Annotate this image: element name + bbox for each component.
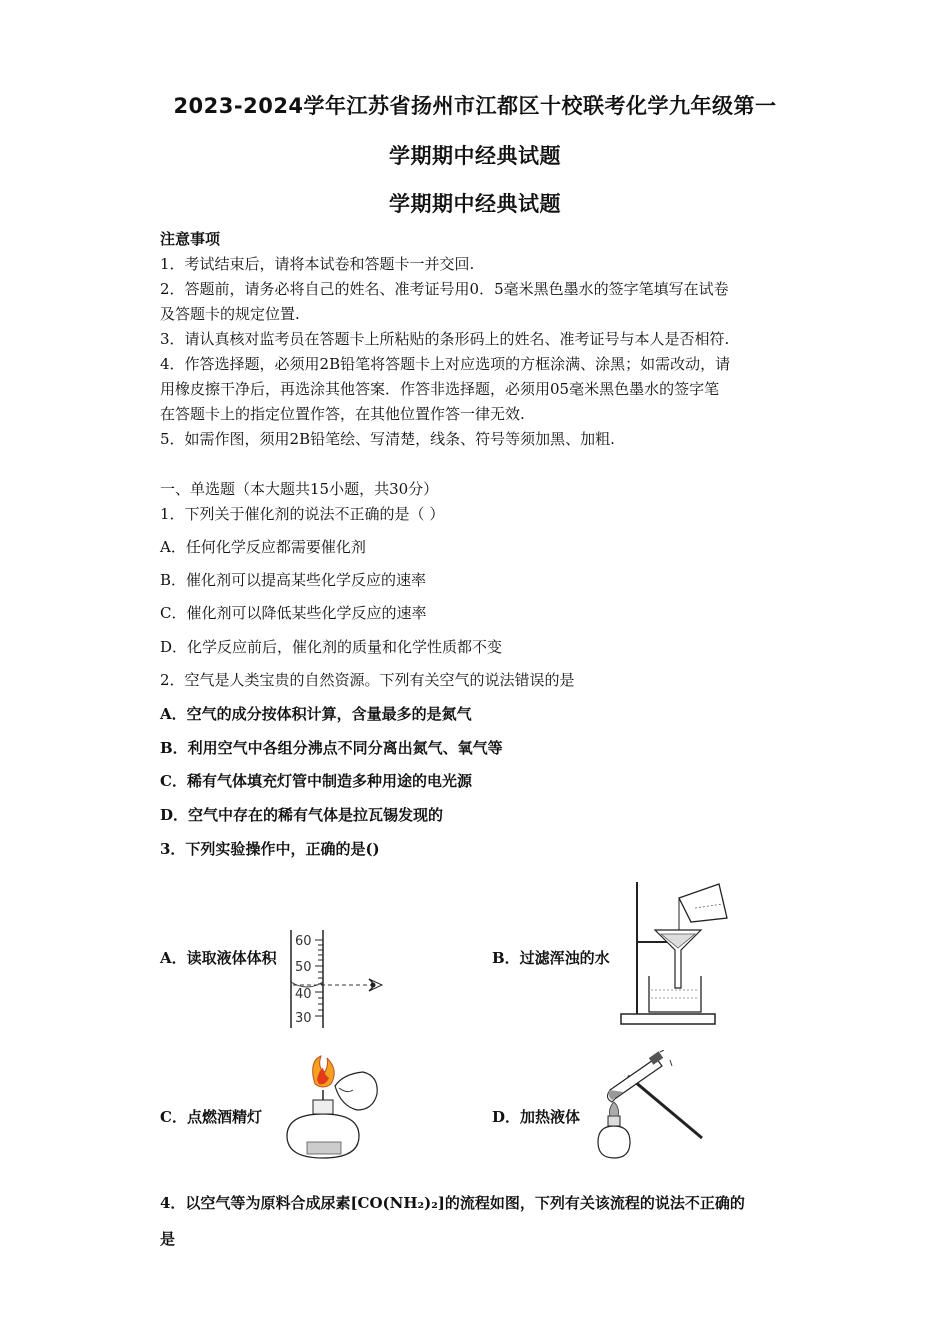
notice-line: 2．答题前，请务必将自己的姓名、准考证号用0．5毫米黑色墨水的签字笔填写在试卷 [160, 280, 729, 298]
question-1-stem: 1．下列关于催化剂的说法不正确的是（ ） [160, 505, 445, 523]
cylinder-tick-label: 60 [295, 934, 312, 949]
question-1-option-d: D．化学反应前后，催化剂的质量和化学性质都不变 [160, 638, 503, 656]
question-1-option-c: C．催化剂可以降低某些化学反应的速率 [160, 604, 427, 622]
question-1-option-b: B．催化剂可以提高某些化学反应的速率 [160, 571, 427, 589]
alcohol-lamp-lighting-figure [283, 1054, 383, 1166]
notice-line: 及答题卡的规定位置. [160, 305, 300, 323]
heating-test-tube-figure [590, 1050, 718, 1170]
notice-line: 4．作答选择题，必须用2B铅笔将答题卡上对应选项的方框涂满、涂黑；如需改动，请 [160, 355, 731, 373]
question-3-option-a: A．读取液体体积 [160, 949, 277, 967]
question-3-stem: 3．下列实验操作中，正确的是() [160, 840, 380, 858]
notice-line: 3．请认真核对监考员在答题卡上所粘贴的条形码上的姓名、准考证号与本人是否相符. [160, 330, 730, 348]
question-2-stem: 2．空气是人类宝贵的自然资源。下列有关空气的说法错误的是 [160, 671, 575, 689]
page-title-line1: 2023-2024学年江苏省扬州市江都区十校联考化学九年级第一 [173, 94, 777, 118]
question-3-option-d: D．加热液体 [492, 1108, 581, 1126]
question-2-option-d: D．空气中存在的稀有气体是拉瓦锡发现的 [160, 806, 444, 824]
graduated-cylinder-figure [285, 928, 390, 1030]
page-title-line3: 学期期中经典试题 [389, 192, 561, 216]
notice-heading: 注意事项 [160, 230, 221, 248]
section-heading: 一、单选题（本大题共15小题，共30分） [160, 480, 439, 498]
cylinder-tick-label: 40 [295, 987, 312, 1002]
cylinder-tick-label: 50 [295, 960, 312, 975]
question-4-stem-line1: 4．以空气等为原料合成尿素[CO(NH₂)₂]的流程如图，下列有关该流程的说法不正确的 [160, 1194, 745, 1212]
notice-line: 用橡皮擦干净后，再选涂其他答案．作答非选择题，必须用05毫米黑色墨水的签字笔 [160, 380, 720, 398]
notice-line: 1．考试结束后，请将本试卷和答题卡一并交回. [160, 255, 475, 273]
question-3-option-c: C．点燃酒精灯 [160, 1108, 262, 1126]
question-3-option-b: B．过滤浑浊的水 [492, 949, 610, 967]
question-2-option-a: A．空气的成分按体积计算，含量最多的是氮气 [160, 705, 472, 723]
question-1-option-a: A．任何化学反应都需要催化剂 [160, 538, 366, 556]
cylinder-tick-label: 30 [295, 1011, 312, 1026]
page-title-line2: 学期期中经典试题 [389, 144, 561, 168]
question-2-option-b: B．利用空气中各组分沸点不同分离出氮气、氧气等 [160, 739, 503, 757]
question-4-stem-line2: 是 [160, 1230, 176, 1248]
notice-line: 5．如需作图，须用2B铅笔绘、写清楚，线条、符号等须加黑、加粗. [160, 430, 615, 448]
question-2-option-c: C．稀有气体填充灯管中制造多种用途的电光源 [160, 772, 472, 790]
eye-icon [369, 979, 382, 991]
filtration-setup-figure [615, 878, 733, 1028]
notice-line: 在答题卡上的指定位置作答，在其他位置作答一律无效. [160, 405, 525, 423]
